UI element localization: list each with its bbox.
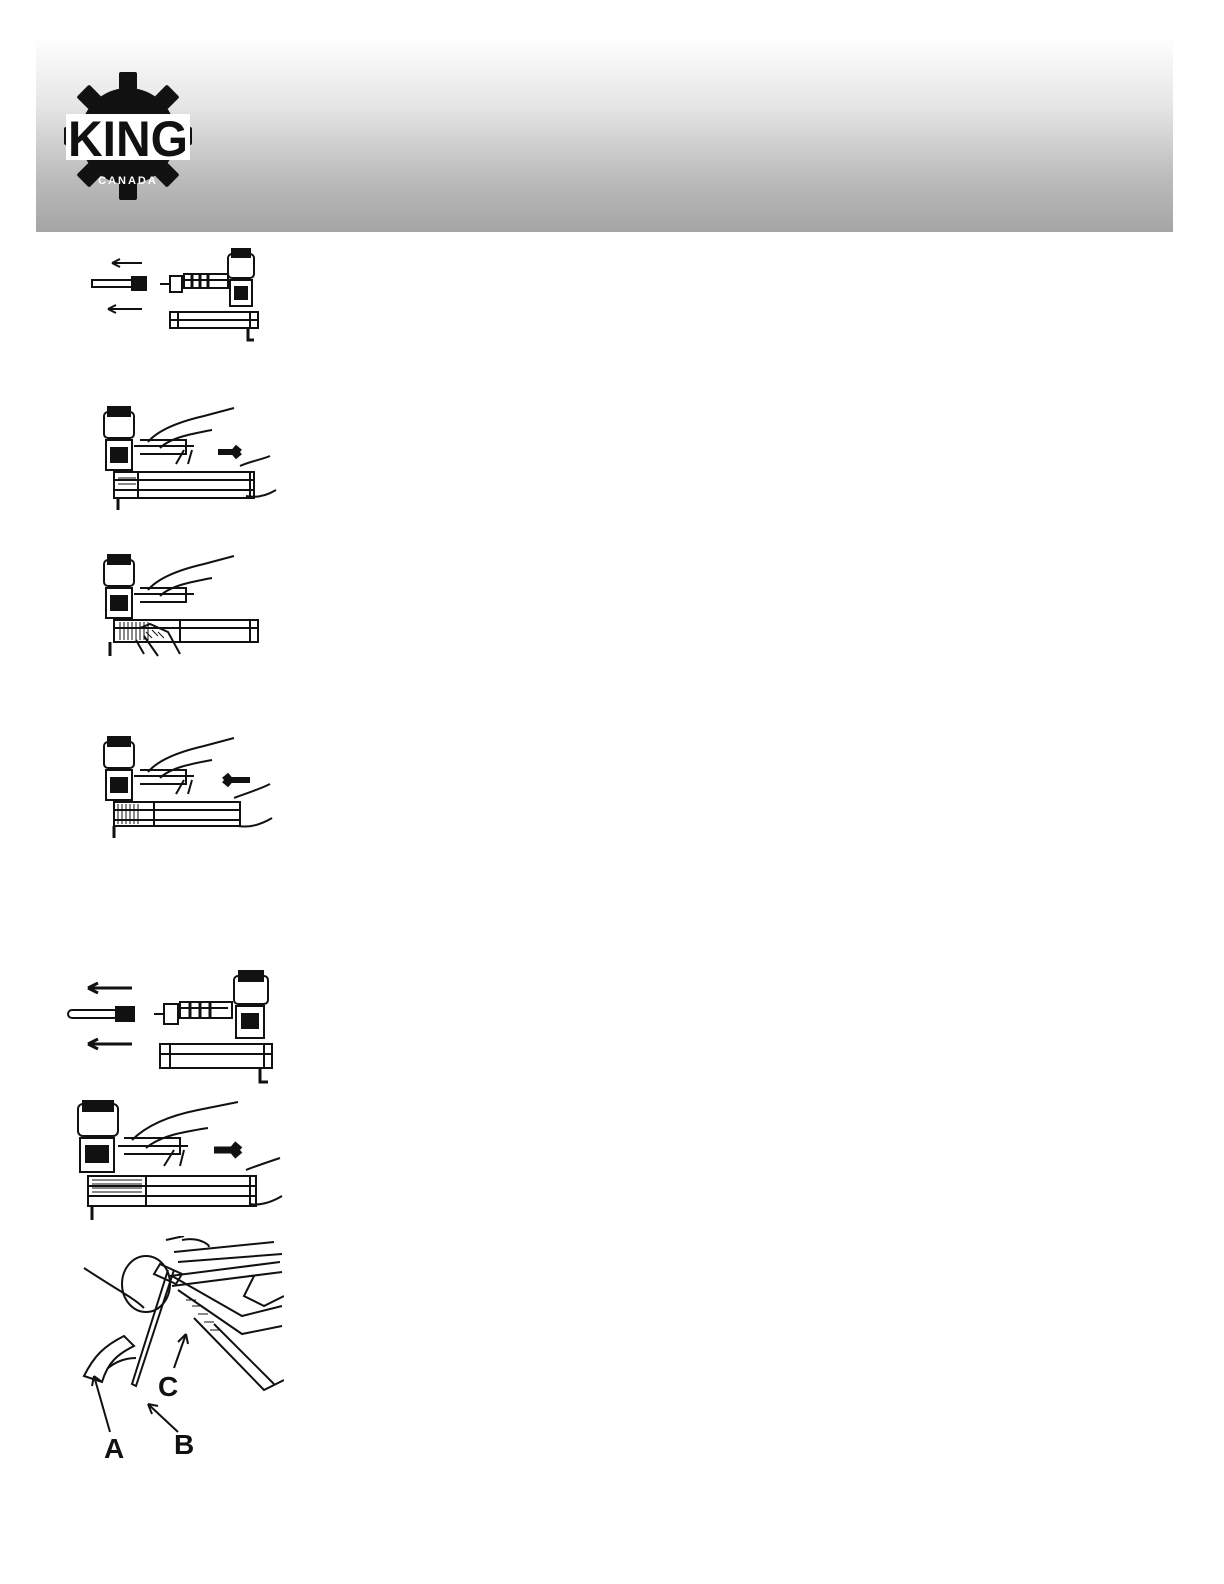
king-canada-logo bbox=[64, 70, 192, 202]
header-band bbox=[36, 36, 1173, 232]
figure-nozzle-blowout-2 bbox=[64, 970, 280, 1088]
logo-sub: CANADA bbox=[98, 175, 158, 187]
nailer-nozzle-blowout-icon bbox=[88, 246, 278, 350]
logo-word: KING bbox=[68, 111, 188, 167]
nailer-latch-detail-icon bbox=[74, 1236, 284, 1466]
nailer-pull-pusher-icon bbox=[100, 406, 278, 516]
label-b: B bbox=[174, 1429, 195, 1460]
nailer-load-nails-icon bbox=[100, 552, 270, 662]
figure-load-nails bbox=[100, 552, 270, 662]
figure-push-pusher bbox=[100, 736, 278, 840]
gear-icon bbox=[64, 70, 192, 202]
figure-pull-pusher-2 bbox=[74, 1100, 284, 1224]
figure-latch-detail bbox=[74, 1236, 284, 1466]
figure-nozzle-blowout-1 bbox=[88, 246, 278, 350]
figure-pull-pusher-1 bbox=[100, 406, 278, 516]
label-a: A bbox=[104, 1433, 125, 1464]
nailer-push-pusher-icon bbox=[100, 736, 278, 840]
nailer-nozzle-blowout-icon bbox=[64, 970, 280, 1088]
nailer-pull-pusher-icon bbox=[74, 1100, 284, 1224]
label-c: C bbox=[158, 1371, 179, 1402]
